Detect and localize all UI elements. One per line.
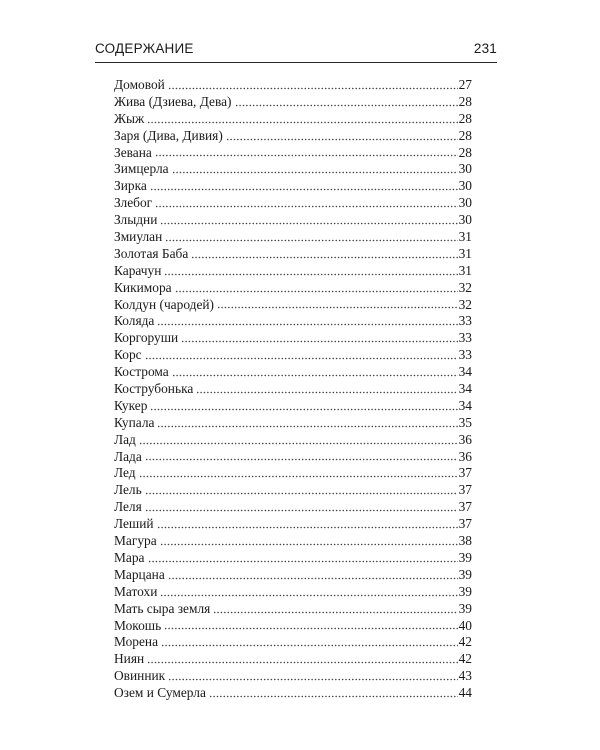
- dot-leader: [155, 154, 458, 157]
- dot-leader: [165, 239, 457, 242]
- toc-entry-page: 39: [458, 549, 472, 565]
- toc-entry: [114, 618, 472, 635]
- dot-leader: [213, 611, 457, 614]
- dot-leader: [181, 340, 457, 343]
- dot-leader: [161, 644, 458, 647]
- dot-leader: [147, 661, 457, 664]
- dot-leader: [145, 458, 458, 461]
- dot-leader: [175, 290, 458, 293]
- toc-entry-name: Ниян: [114, 651, 145, 667]
- toc-entry-page: 40: [458, 617, 472, 633]
- toc-entry-page: 27: [458, 77, 472, 92]
- page-header: [95, 41, 497, 61]
- toc-entry: [114, 364, 472, 381]
- toc-entry: [114, 212, 472, 229]
- toc-entry-name: Коргоруши: [114, 330, 179, 346]
- toc-entry-page: 31: [458, 262, 472, 278]
- toc-entry-page: 37: [458, 482, 472, 498]
- toc-entry-name: Леля: [114, 499, 142, 515]
- toc-entry: [114, 516, 472, 533]
- toc-entry-name: Купала: [114, 414, 155, 430]
- toc-entry: [114, 178, 472, 195]
- dot-leader: [150, 408, 457, 411]
- toc-entry: [114, 668, 472, 685]
- toc-entry-page: 28: [458, 93, 472, 109]
- toc-entry: [114, 651, 472, 668]
- toc-entry-page: 37: [458, 465, 472, 481]
- toc-entry-page: 37: [458, 516, 472, 532]
- toc-entry: [114, 533, 472, 550]
- dot-leader: [209, 695, 458, 698]
- toc-entry-name: Лед: [114, 465, 136, 481]
- toc-entry-name: Озем и Сумерла: [114, 685, 206, 701]
- dot-leader: [168, 577, 458, 580]
- header-rule: [95, 62, 497, 63]
- toc-entry: [114, 432, 472, 449]
- toc-entry-name: Домовой: [114, 77, 165, 92]
- toc-entry-name: Морена: [114, 634, 159, 650]
- toc-entry-page: 42: [458, 634, 472, 650]
- toc-entry: [114, 111, 472, 128]
- toc-entry-page: 36: [458, 448, 472, 464]
- toc-entry: [114, 499, 472, 516]
- toc-entry: [114, 685, 472, 702]
- toc-entry-name: Коляда: [114, 313, 155, 329]
- section-title: СОДЕРЖАНИЕ: [95, 41, 194, 56]
- toc-entry: [114, 145, 472, 162]
- toc-entry: [114, 601, 472, 618]
- toc-entry-page: 42: [458, 651, 472, 667]
- toc-entry-page: 33: [458, 330, 472, 346]
- toc-entry: [114, 263, 472, 280]
- toc-entry-name: Жыж: [114, 110, 145, 126]
- toc-entry-name: Кострома: [114, 364, 169, 380]
- toc-entry: [114, 297, 472, 314]
- toc-entry-page: 37: [458, 499, 472, 515]
- toc-entry-name: Змиулан: [114, 229, 163, 245]
- dot-leader: [148, 560, 458, 563]
- toc-entry-name: Лада: [114, 448, 142, 464]
- toc-entry-page: 28: [458, 127, 472, 143]
- dot-leader: [150, 188, 458, 191]
- toc-entry-name: Матохи: [114, 583, 158, 599]
- toc-entry-name: Лель: [114, 482, 142, 498]
- dot-leader: [139, 442, 458, 445]
- toc-entry-page: 34: [458, 397, 472, 413]
- dot-leader: [196, 391, 457, 394]
- table-of-contents: [114, 77, 472, 702]
- toc-entry-name: Мокошь: [114, 617, 162, 633]
- toc-entry-page: 30: [458, 212, 472, 228]
- toc-entry-page: 31: [458, 245, 472, 261]
- toc-entry: [114, 415, 472, 432]
- toc-entry-page: 30: [458, 178, 472, 194]
- toc-entry-name: Заря (Дива, Дивия): [114, 127, 223, 143]
- dot-leader: [168, 87, 458, 90]
- toc-entry-name: Колдун (чародей): [114, 296, 215, 312]
- toc-entry-page: 31: [458, 229, 472, 245]
- toc-entry-name: Мара: [114, 549, 145, 565]
- toc-entry-name: Мать сыра земля: [114, 600, 211, 616]
- dot-leader: [164, 627, 457, 630]
- toc-entry-page: 32: [458, 279, 472, 295]
- page-number: 231: [473, 41, 497, 56]
- toc-entry-page: 43: [458, 668, 472, 684]
- toc-entry: [114, 465, 472, 482]
- dot-leader: [172, 374, 458, 377]
- toc-entry-name: Магура: [114, 533, 157, 549]
- toc-entry: [114, 161, 472, 178]
- toc-entry-name: Кострубонька: [114, 381, 194, 397]
- toc-entry: [114, 550, 472, 567]
- dot-leader: [172, 171, 458, 174]
- toc-entry-name: Марцана: [114, 566, 165, 582]
- toc-entry-name: Корс: [114, 347, 142, 363]
- dot-leader: [157, 425, 457, 428]
- toc-entry: [114, 195, 472, 212]
- toc-entry: [114, 347, 472, 364]
- toc-entry-name: Злыдни: [114, 212, 158, 228]
- toc-entry-page: 36: [458, 431, 472, 447]
- toc-entry-page: 44: [458, 685, 472, 701]
- dot-leader: [226, 138, 458, 141]
- toc-entry-page: 32: [458, 296, 472, 312]
- dot-leader: [139, 475, 458, 478]
- toc-entry-page: 34: [458, 364, 472, 380]
- toc-entry-name: Жива (Дзиева, Дева): [114, 93, 232, 109]
- toc-entry: [114, 229, 472, 246]
- dot-leader: [147, 121, 457, 124]
- toc-entry: [114, 449, 472, 466]
- toc-entry-name: Леший: [114, 516, 154, 532]
- toc-entry-name: Зевана: [114, 144, 152, 160]
- toc-entry-page: 33: [458, 347, 472, 363]
- toc-entry-name: Зирка: [114, 178, 147, 194]
- toc-entry: [114, 280, 472, 297]
- toc-entry-page: 39: [458, 600, 472, 616]
- toc-entry-page: 38: [458, 533, 472, 549]
- toc-entry-page: 39: [458, 566, 472, 582]
- dot-leader: [145, 492, 458, 495]
- toc-entry: [114, 381, 472, 398]
- toc-entry-page: 28: [458, 144, 472, 160]
- toc-entry-name: Зимцерла: [114, 161, 169, 177]
- toc-entry-page: 28: [458, 110, 472, 126]
- toc-entry: [114, 634, 472, 651]
- toc-entry-name: Карачун: [114, 262, 162, 278]
- dot-leader: [235, 104, 458, 107]
- toc-entry-name: Овинник: [114, 668, 166, 684]
- dot-leader: [155, 205, 457, 208]
- toc-entry-name: Кикимора: [114, 279, 172, 295]
- toc-entry-name: Лад: [114, 431, 136, 447]
- dot-leader: [157, 323, 457, 326]
- toc-entry: [114, 330, 472, 347]
- toc-entry-page: 33: [458, 313, 472, 329]
- dot-leader: [217, 306, 458, 309]
- toc-entry-name: Злебог: [114, 195, 153, 211]
- dot-leader: [164, 273, 457, 276]
- toc-entry-name: Золотая Баба: [114, 245, 189, 261]
- toc-entry: [114, 246, 472, 263]
- toc-entry: [114, 567, 472, 584]
- dot-leader: [168, 678, 457, 681]
- toc-entry: [114, 398, 472, 415]
- dot-leader: [160, 222, 457, 225]
- dot-leader: [160, 543, 458, 546]
- toc-entry: [114, 128, 472, 145]
- dot-leader: [191, 256, 457, 259]
- toc-entry-page: 34: [458, 381, 472, 397]
- toc-entry: [114, 313, 472, 330]
- toc-entry: [114, 77, 472, 94]
- dot-leader: [145, 509, 458, 512]
- dot-leader: [157, 526, 458, 529]
- toc-entry: [114, 94, 472, 111]
- toc-entry-page: 30: [458, 161, 472, 177]
- toc-entry-page: 35: [458, 414, 472, 430]
- toc-entry: [114, 584, 472, 601]
- toc-entry: [114, 482, 472, 499]
- toc-entry-page: 30: [458, 195, 472, 211]
- toc-entry-name: Кукер: [114, 397, 148, 413]
- dot-leader: [145, 357, 458, 360]
- toc-entry-page: 39: [458, 583, 472, 599]
- dot-leader: [160, 594, 457, 597]
